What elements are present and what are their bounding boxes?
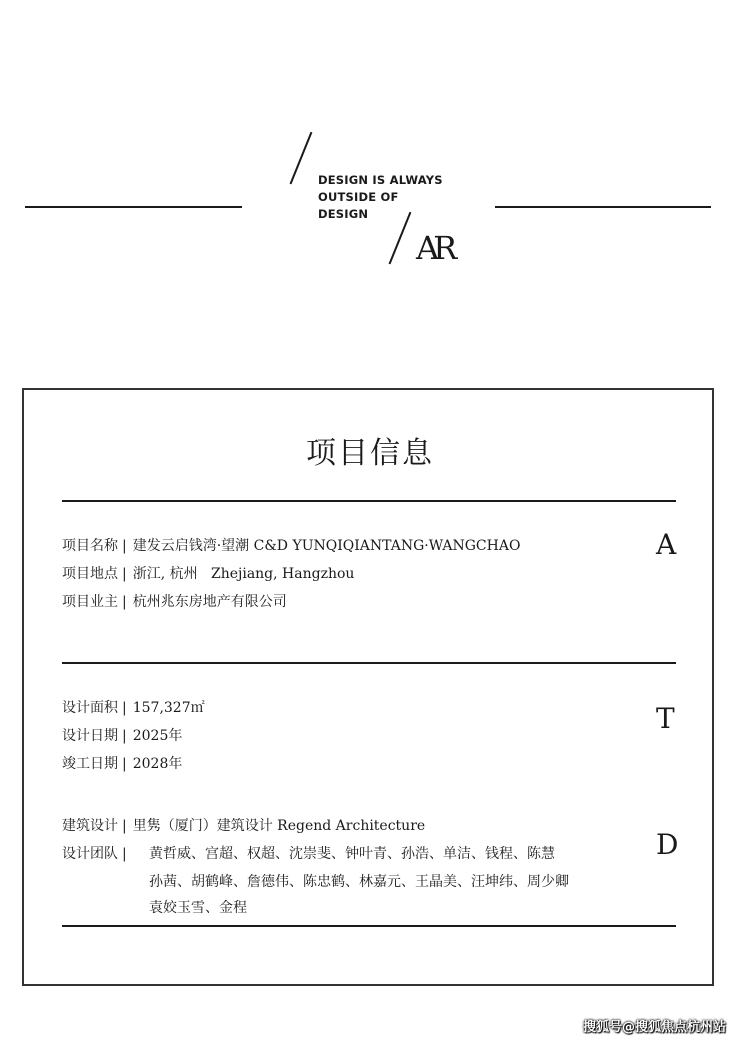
info-row-owner <box>62 592 287 612</box>
row-label: 竣工日期 <box>62 756 118 772</box>
row-label: 项目业主 <box>62 594 118 610</box>
row-separator: | <box>122 756 127 772</box>
row-separator: | <box>122 728 127 744</box>
row-value: 杭州兆东房地产有限公司 <box>132 594 287 610</box>
header-slogan <box>318 172 443 223</box>
row-value: 2028年 <box>132 756 183 772</box>
section-rule-3 <box>62 925 676 927</box>
header-rule-right <box>495 206 711 208</box>
row-separator: | <box>122 566 127 582</box>
section-rule-1 <box>62 500 676 502</box>
section-letter-t: T <box>656 702 675 735</box>
info-row-project-name <box>62 536 520 556</box>
info-row-design-date <box>62 726 182 746</box>
row-label: 设计面积 <box>62 700 118 716</box>
info-row-architect <box>62 816 425 836</box>
row-label: 项目名称 <box>62 538 118 554</box>
page-title: 项目信息 <box>306 436 434 471</box>
watermark: 搜狐号@搜狐焦点杭州站 <box>582 1020 726 1035</box>
row-value: 里隽（厦门）建筑设计 Regend Architecture <box>132 818 426 834</box>
team-line-2: 孙茜、胡鹤峰、詹德伟、陈忠鹤、林嘉元、王晶美、汪坤纬、周少卿 <box>149 874 569 890</box>
row-label: 设计日期 <box>62 728 118 744</box>
row-label: 项目地点 <box>62 566 118 582</box>
brand-logo: AR <box>416 229 452 267</box>
row-separator: | <box>122 594 127 610</box>
section-letter-d: D <box>656 828 679 861</box>
section-rule-2 <box>62 662 676 664</box>
row-separator: | <box>122 818 127 834</box>
row-separator: | <box>122 538 127 554</box>
row-separator: | <box>122 846 127 862</box>
info-row-area <box>62 698 205 718</box>
info-frame <box>22 388 714 986</box>
row-value: 浙江, 杭州 Zhejiang, Hangzhou <box>132 566 355 582</box>
info-row-team <box>62 844 133 864</box>
header-slash-top <box>290 132 312 184</box>
header-rule-left <box>25 206 242 208</box>
row-value: 157,327㎡ <box>132 700 205 716</box>
row-label: 设计团队 <box>62 846 118 862</box>
info-row-completion-date <box>62 754 182 774</box>
team-line-3: 袁姣玉雪、金程 <box>149 900 247 916</box>
row-label: 建筑设计 <box>62 818 118 834</box>
row-value: 2025年 <box>132 728 183 744</box>
section-letter-a: A <box>656 528 677 561</box>
slogan-line-1: DESIGN IS ALWAYS <box>318 173 443 187</box>
row-separator: | <box>122 700 127 716</box>
slogan-line-2: OUTSIDE OF <box>318 190 399 204</box>
slogan-line-3: DESIGN <box>318 207 369 221</box>
team-line-1: 黄哲威、宫超、权超、沈崇斐、钟叶青、孙浩、单洁、钱程、陈慧 <box>149 846 555 862</box>
row-value: 建发云启钱湾·望潮 C&D YUNQIQIANTANG·WANGCHAO <box>132 538 521 554</box>
info-row-location <box>62 564 354 584</box>
